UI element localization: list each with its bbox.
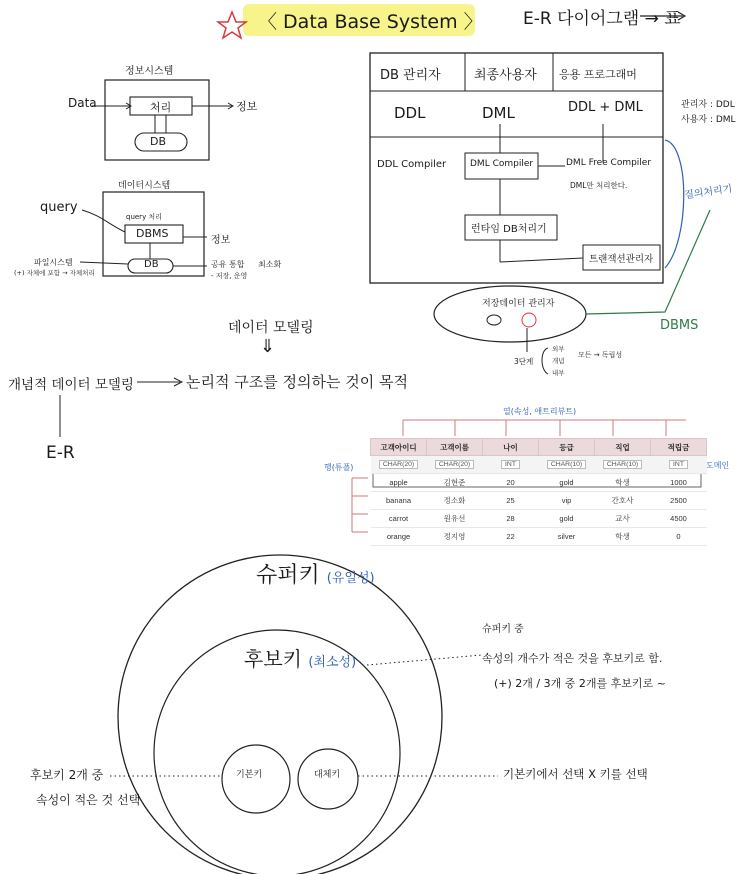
table-type-cell: INT — [501, 460, 520, 469]
alternate-key-label: 대체키 — [314, 770, 341, 780]
table-type-cell: CHAR(10) — [603, 460, 642, 469]
dml-free-note: DML만 처리한다. — [570, 181, 628, 190]
dbms-header-user: 최종사용자 — [474, 68, 537, 83]
table-header-row — [371, 439, 707, 456]
db-query: query — [40, 200, 78, 215]
table-cell: silver — [539, 528, 595, 546]
super-key-label: 슈퍼키 (유일성) — [256, 563, 375, 588]
db-output3: - 저장, 운영 — [211, 272, 248, 280]
info-output: 정보 — [236, 100, 258, 113]
super-note1: 속성의 개수가 적은 것을 후보키로 함. — [482, 652, 663, 665]
modeling-arrow: ⇓ — [260, 336, 276, 357]
dbms-header-programmer: 응용 프로그래머 — [559, 68, 637, 81]
table-row — [371, 510, 707, 528]
db-db: DB — [144, 259, 159, 270]
table-cell: orange — [371, 528, 427, 546]
dml-compiler: DML Compiler — [470, 159, 534, 169]
table-cell: vip — [539, 492, 595, 510]
domain-note: 도메인 — [706, 461, 730, 470]
db-dbms: DBMS — [136, 227, 169, 240]
modeling-title: 데이터 모델링 — [228, 320, 314, 336]
super-note2: (+) 2개 / 3개 중 2개를 후보키로 ~ — [494, 677, 666, 690]
primary-key-label: 기본키 — [236, 770, 263, 780]
right-note: 기본키에서 선택 X 키를 선택 — [503, 767, 648, 781]
left-note2: 속성이 적은 것 선택 — [36, 793, 141, 807]
table-header-cell: 적립금 — [651, 439, 707, 456]
dbms-header-admin: DB 관리자 — [380, 68, 441, 83]
table-cell: 20 — [483, 474, 539, 492]
stage-item-conceptual: 개념 — [552, 357, 565, 365]
storage-manager: 저장데이터 관리자 — [482, 299, 555, 309]
transaction-manager: 트랜잭션관리자 — [589, 254, 654, 265]
table-cell: carrot — [371, 510, 427, 528]
db-file-system: 파일시스템 — [34, 258, 73, 267]
db-query-sub: query 처리 — [126, 213, 162, 221]
runtime-processor: 런타임 DB처리기 — [471, 224, 547, 235]
table-type-row — [371, 456, 707, 474]
table-cell: apple — [371, 474, 427, 492]
db-output2: 공유 통합 — [211, 260, 245, 269]
table-type-cell: CHAR(10) — [547, 460, 586, 469]
dbms-side-note1: 관리자 : DDL — [681, 100, 735, 110]
stage-item-external: 외부 — [552, 345, 565, 353]
dbms-label: DBMS — [660, 318, 699, 333]
star-icon — [218, 12, 246, 38]
candidate-key-prop: (최소성) — [308, 655, 357, 670]
stage-item-internal: 내부 — [552, 369, 565, 377]
query-processor-label: 질의처리기 — [683, 183, 734, 202]
super-key-prop: (유일성) — [326, 571, 375, 586]
dbms-lang-dml: DML — [482, 104, 515, 122]
table-header-cell: 직업 — [595, 439, 651, 456]
er-note: E-R 다이어그램 → 표 — [523, 9, 681, 29]
db-output-note: 최소화 — [258, 260, 282, 269]
relation-table — [370, 438, 707, 546]
table-cell: gold — [539, 510, 595, 528]
table-header-cell: 고객이름 — [427, 439, 483, 456]
table-row — [371, 474, 707, 492]
table-cell: 0 — [651, 528, 707, 546]
db-output: 정보 — [211, 235, 231, 246]
db-file-note: (+) 자체에 포함 → 자체처리 — [14, 269, 95, 277]
table-cell: 정소화 — [427, 492, 483, 510]
dml-free-compiler: DML Free Compiler — [566, 158, 652, 168]
modeling-er: E-R — [46, 443, 75, 463]
table-cell: 1000 — [651, 474, 707, 492]
page-title: 〈 Data Base System 〉 — [258, 11, 483, 33]
ddl-compiler: DDL Compiler — [377, 159, 447, 170]
table-cell: 김현준 — [427, 474, 483, 492]
dbms-lang-ddl: DDL — [394, 104, 426, 122]
table-cell: 간호사 — [595, 492, 651, 510]
info-process: 처리 — [150, 101, 172, 114]
modeling-left: 개념적 데이터 모델링 — [8, 377, 134, 393]
table-cell: 2500 — [651, 492, 707, 510]
table-cell: 25 — [483, 492, 539, 510]
left-note1: 후보키 2개 중 — [30, 768, 104, 782]
table-type-cell: CHAR(20) — [435, 460, 474, 469]
table-cell: gold — [539, 474, 595, 492]
candidate-key-label: 후보키 (최소성) — [244, 647, 357, 671]
table-row — [371, 492, 707, 510]
info-store: DB — [150, 135, 167, 148]
row-note: 행(튜플) — [324, 463, 354, 472]
table-type-cell: CHAR(20) — [379, 460, 418, 469]
table-row — [371, 528, 707, 546]
table-cell: 4500 — [651, 510, 707, 528]
info-input: Data — [68, 96, 97, 110]
table-cell: 학생 — [595, 474, 651, 492]
dbms-side-note2: 사용자 : DML — [681, 115, 736, 125]
dbms-lang-both: DDL + DML — [568, 100, 643, 115]
table-cell: 학생 — [595, 528, 651, 546]
table-cell: 원유선 — [427, 510, 483, 528]
super-note-title: 슈퍼키 중 — [482, 624, 524, 635]
table-header-cell: 고객아이디 — [371, 439, 427, 456]
table-header-cell: 등급 — [539, 439, 595, 456]
table-type-cell: INT — [669, 460, 688, 469]
table-cell: banana — [371, 492, 427, 510]
info-system-title: 정보시스템 — [125, 66, 174, 77]
table-cell: 교사 — [595, 510, 651, 528]
modeling-right: 논리적 구조를 정의하는 것이 목적 — [186, 373, 408, 391]
table-cell: 28 — [483, 510, 539, 528]
stage-label: 3단계 — [514, 357, 534, 366]
db-system-title: 데이터시스템 — [118, 181, 171, 191]
table-cell: 22 — [483, 528, 539, 546]
column-note: 열(속성, 애트리뷰트) — [503, 407, 577, 416]
stage-result: 모든 → 독립성 — [578, 351, 623, 359]
table-cell: 정지영 — [427, 528, 483, 546]
table-header-cell: 나이 — [483, 439, 539, 456]
